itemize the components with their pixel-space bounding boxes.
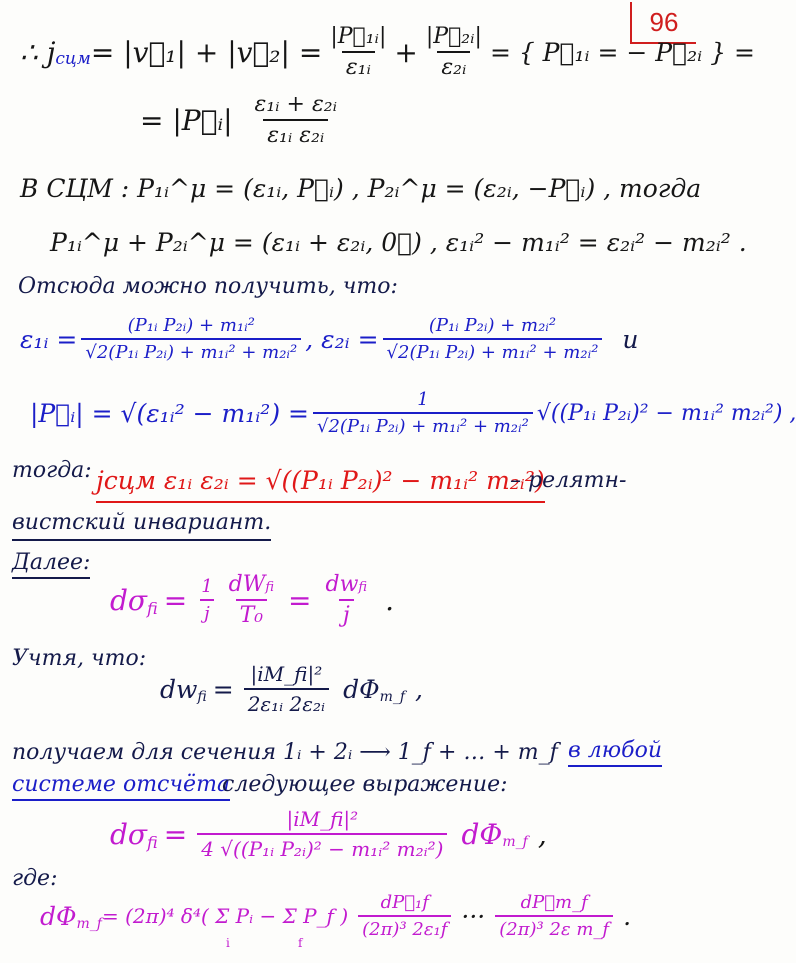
p-numerator: 1: [417, 389, 429, 410]
dw-subscript: fi: [197, 689, 207, 705]
p-fraction: [313, 389, 533, 437]
invariant-word-part1: – релятн-: [510, 468, 627, 493]
further-label: Далее:: [12, 550, 90, 579]
j: j: [200, 599, 214, 624]
period-1: .: [385, 583, 394, 617]
any-frame: в любой: [568, 738, 662, 767]
p-lead: |P⃗ᵢ| = √(ε₁ᵢ² − m₁ᵢ²) =: [30, 398, 309, 428]
dw-fraction: [244, 662, 329, 716]
dphi-2-subscript: m_f: [502, 834, 528, 850]
formula-jscm-line2: [140, 88, 345, 152]
equals-3: =: [212, 674, 234, 704]
p-denominator: √2(P₁ᵢ P₂ᵢ) + m₁ᵢ² + m₂ᵢ²: [313, 412, 533, 437]
e2: ε₂ᵢ: [437, 51, 470, 80]
phi-num-2: dP⃗m_f: [520, 892, 588, 913]
dphi-2: dΦ: [461, 817, 503, 851]
fraction-dW-T0: [225, 572, 278, 628]
phi-den-1: (2π)³ 2ε₁f: [358, 915, 451, 940]
therefore-lead: ∴ j: [20, 35, 56, 69]
dw-lead: dw: [160, 674, 198, 704]
T0: T₀: [236, 599, 268, 628]
phi-subscript: m_f: [76, 916, 102, 932]
equals-1: =: [163, 583, 188, 617]
cross-section-definition: [110, 566, 394, 634]
dw-formula: [160, 656, 423, 722]
dsigma-lead: dσ: [110, 583, 148, 617]
velocity-sum: = |v⃗₁| + |v⃗₂| =: [90, 35, 323, 69]
dw-numerator: |iM_fi|²: [250, 662, 323, 686]
e2-numerator: (P₁ᵢ P₂ᵢ) + m₂ᵢ²: [428, 315, 557, 336]
sigma-final-lead: dσ: [110, 817, 148, 851]
and-word: и: [622, 324, 639, 354]
sum-index-f: f: [298, 936, 303, 950]
phi-num-1: dP⃗₁f: [380, 892, 429, 913]
dphi-1: dΦ: [343, 674, 380, 704]
then-label: тогда:: [12, 458, 92, 483]
e1-denominator: √2(P₁ᵢ P₂ᵢ) + m₁ᵢ² + m₂ᵢ²: [81, 338, 301, 363]
phi-fraction-2: [495, 892, 613, 940]
sum-index-i: i: [226, 936, 230, 950]
dsigma-subscript: fi: [147, 598, 158, 618]
where-label: где:: [12, 866, 58, 891]
page-number: 96: [630, 2, 696, 44]
final-period: .: [623, 901, 632, 931]
plus-sign: +: [394, 35, 418, 69]
e2-denominator: √2(P₁ᵢ P₂ᵢ) + m₁ᵢ² + m₂ᵢ²: [383, 338, 603, 363]
momentum-relation: = { P⃗₁ᵢ = − P⃗₂ᵢ } =: [489, 37, 755, 67]
given-label: Учтя, что:: [12, 646, 147, 671]
sigma-numerator: |iM_fi|²: [286, 807, 359, 831]
e1-numerator: (P₁ᵢ P₂ᵢ) + m₁ᵢ²: [127, 315, 255, 336]
sigma-final-sub: fi: [147, 832, 158, 852]
comma-1: ,: [415, 674, 423, 704]
jscm-subscript: сцм: [55, 49, 91, 69]
energy-formulas: [20, 306, 639, 372]
sigma-denominator: 4 √((P₁ᵢ P₂ᵢ)² − m₁ᵢ² m₂ᵢ²): [197, 833, 447, 861]
e1-fraction: [81, 315, 301, 363]
momentum-magnitude-formula: [30, 380, 796, 446]
one: 1: [201, 576, 213, 597]
cross-section-final: [110, 798, 547, 870]
p-tail: √((P₁ᵢ P₂ᵢ)² − m₁ᵢ² m₂ᵢ²) ,: [536, 400, 796, 426]
reference-frame: системе отсчёта: [12, 772, 230, 801]
cms-four-momenta: В СЦМ : P₁ᵢ^μ = (ε₁ᵢ, P⃗ᵢ) , P₂ᵢ^μ = (ε₂ᵢ, −P⃗ᵢ) , тогда: [20, 174, 702, 203]
e1-lead: ε₁ᵢ =: [20, 324, 78, 354]
e1: ε₁ᵢ: [342, 51, 375, 80]
fraction-dw-j: [321, 572, 371, 628]
p1-magnitude: |P⃗₁ᵢ|: [330, 24, 387, 49]
fraction-p1-e1: [326, 24, 390, 80]
p-magnitude-lead: = |P⃗ᵢ|: [140, 103, 233, 137]
phi-delta: = (2π)⁴ δ⁴( Σ Pᵢ − Σ P_f ): [101, 904, 349, 928]
fraction-p2-e2: [422, 24, 486, 80]
e2-fraction: [383, 315, 603, 363]
phi-fraction-1: [358, 892, 451, 940]
following-expression: следующее выражение:: [222, 772, 508, 797]
fraction-energies: [251, 92, 342, 148]
sigma-fraction: [197, 807, 447, 861]
p2-magnitude: |P⃗₂ᵢ|: [425, 24, 482, 49]
invariant-word-part2: вистский инвариант.: [12, 510, 271, 541]
equals-2: =: [288, 583, 312, 617]
hence-label: Отсюда можно получить, что:: [18, 274, 398, 299]
phi-lead: dΦ: [40, 901, 77, 931]
phi-den-2: (2π)³ 2ε m_f: [495, 915, 613, 940]
obtain-line: получаем для сечения 1ᵢ + 2ᵢ ⟶ 1_f + … + m_f: [12, 740, 558, 765]
dphi-1-subscript: m_f: [379, 689, 406, 705]
energy-sum: ε₁ᵢ + ε₂ᵢ: [254, 92, 338, 117]
comma-2: ,: [537, 817, 547, 851]
fraction-one-over-j: [197, 576, 216, 624]
ellipsis: ···: [461, 901, 486, 931]
energy-product: ε₁ᵢ ε₂ᵢ: [263, 119, 328, 148]
formula-jscm-line1: [20, 22, 755, 82]
phase-space-formula: [40, 880, 631, 952]
invariant-formula: jсцм ε₁ᵢ ε₂ᵢ = √((P₁ᵢ P₂ᵢ)² − m₁ᵢ² m₂ᵢ²): [96, 466, 545, 503]
equals-4: =: [163, 817, 188, 851]
dW: dWfi: [228, 572, 275, 597]
dw-denominator: 2ε₁ᵢ 2ε₂ᵢ: [244, 688, 329, 716]
four-momentum-sum: P₁ᵢ^μ + P₂ᵢ^μ = (ε₁ᵢ + ε₂ᵢ, 0⃗) , ε₁ᵢ² − m₁ᵢ² = ε₂ᵢ² − m₂ᵢ² .: [50, 228, 747, 257]
j-2: j: [339, 599, 354, 628]
dw: dwfi: [325, 572, 368, 597]
e2-lead: , ε₂ᵢ =: [305, 324, 379, 354]
